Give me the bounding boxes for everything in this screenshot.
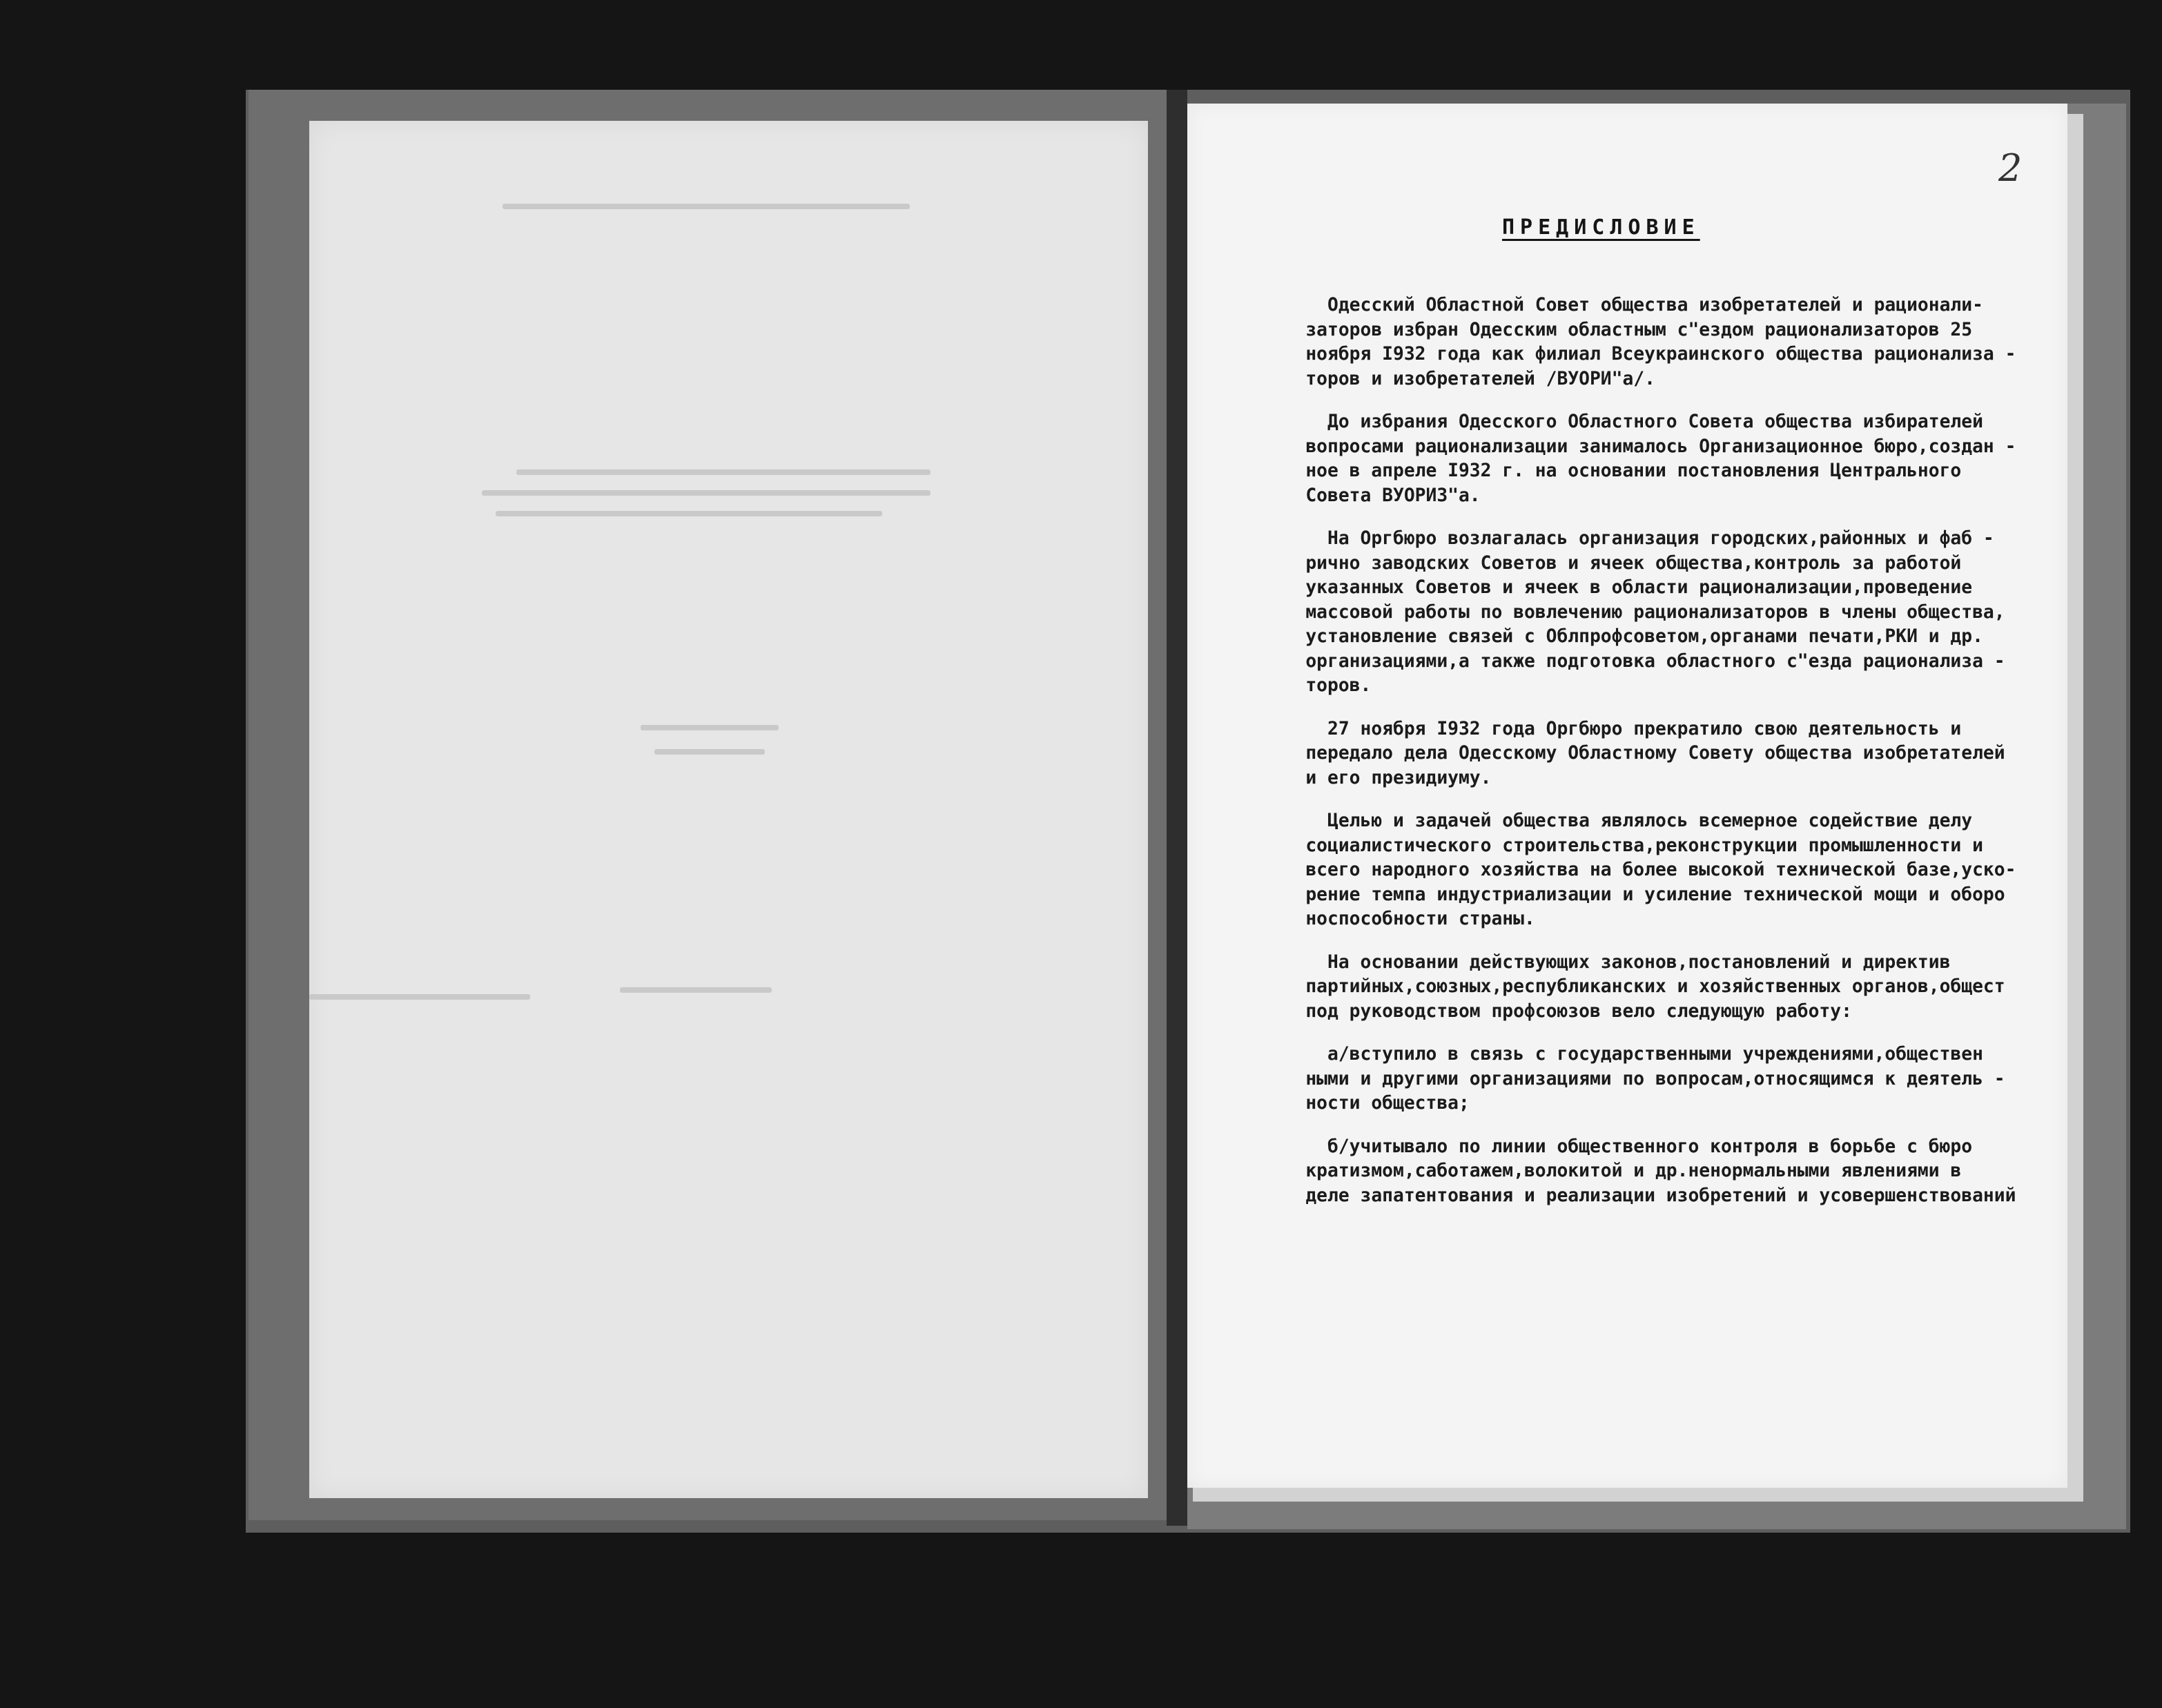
ghost-line — [482, 490, 931, 496]
ghost-line — [641, 725, 779, 730]
paragraph: Целью и задачей общества являлось всемерное содействие делу социалистического строительства,реконструкции промышленности и всего народного хозяйства на более высокой технической базе,уско- рение темпа индустриализации и усиление технической мощи и оборо носпособности страны. — [1305, 811, 2016, 929]
paragraph: 27 ноября I932 года Оргбюро прекратило свою деятельность и передало дела Одесскому Областному Совету общества изобретателей и его президиуму. — [1305, 718, 2005, 788]
left-page-blank-sheet — [309, 121, 1148, 1498]
ghost-line — [496, 511, 882, 516]
ghost-line — [620, 987, 772, 993]
document-title: ПРЕДИСЛОВИЕ — [1502, 215, 1700, 240]
typewritten-body — [1262, 293, 2056, 1227]
paragraph: До избрания Одесского Областного Совета общества избирателей вопросами рационализации занималось Организационное бюро,создан - ное в апреле I932 г. на основании постановления Центрального Совета ВУОРИЗ"а. — [1305, 411, 2016, 506]
paragraph: б/учитывало по линии общественного контроля в борьбе с бюро кратизмом,саботажем,волокитой и др.ненормальными явлениями в деле запатентования и реализации изобретений и усовершенствований — [1305, 1136, 2016, 1206]
page-number: 2 — [1998, 146, 2023, 190]
paragraph: а/вступило в связь с государственными учреждениями,обществен ными и другими организациями по вопросам,относящимся к деятель - ности общества; — [1305, 1044, 2005, 1114]
ghost-line — [309, 994, 530, 1000]
ghost-line — [503, 204, 910, 209]
paragraph: На Оргбюро возлагалась организация городских,районных и фаб - рично заводских Советов и ячеек общества,контроль за работой указанных Советов и ячеек в области рационализации,проведение массовой работы по вовлечению рационализаторов в члены общества, установление связей с Облпрофсоветом,органами печати,РКИ и др. организациями,а также подготовка областного с"езда рационализа - торов. — [1305, 528, 2005, 696]
book-spine — [1167, 90, 1187, 1526]
ghost-line — [654, 749, 765, 755]
paragraph: На основании действующих законов,постановлений и директив партийных,союзных,республиканских и хозяйственных органов,общест под руководством профсоюзов вело следующую работу: — [1305, 951, 2005, 1022]
bleed-through-text — [309, 121, 1148, 1498]
ghost-line — [516, 469, 931, 475]
paragraph: Одесский Областной Совет общества изобретателей и рационали- заторов избран Одесским областным с"ездом рационализаторов 25 ноября I932 года как филиал Всеукраинского общества рационализа - торов и изобретателей /ВУОРИ"а/. — [1305, 295, 2016, 389]
